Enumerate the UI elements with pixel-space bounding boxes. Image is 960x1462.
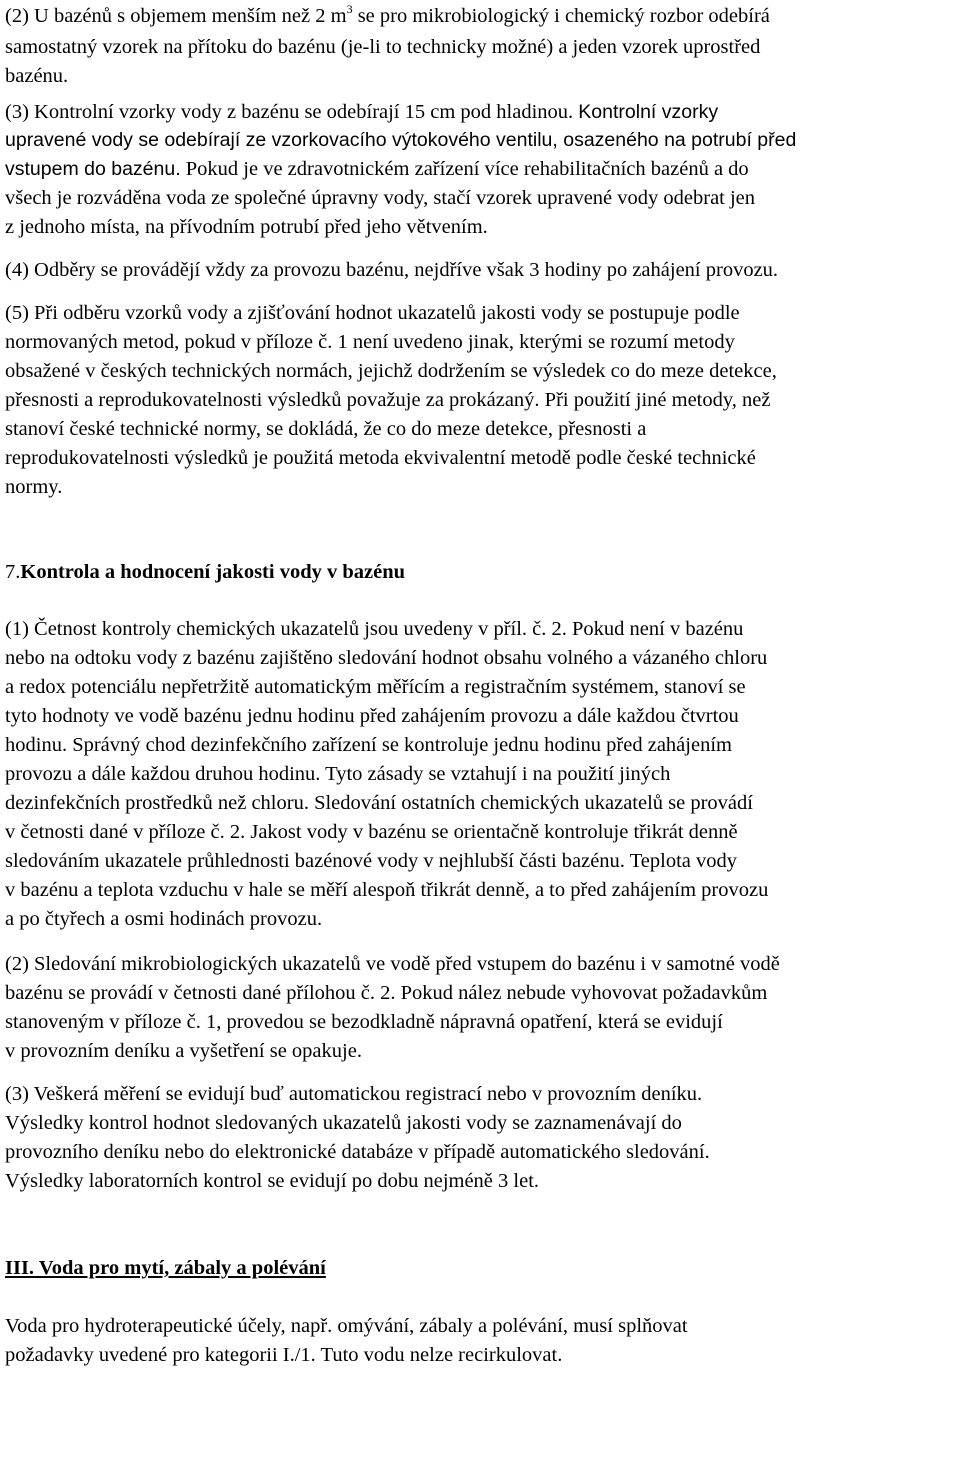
text-run: Kontrolní vzorky [578, 101, 719, 123]
text-line: bazénu se provádí v četnosti dané přílohou č. 2. Pokud nález nebude vyhovovat požadavkům [5, 982, 768, 1004]
text-line: požadavky uvedené pro kategorii I./1. Tuto vodu nelze recirkulovat. [5, 1344, 563, 1366]
superscript: 3 [346, 2, 353, 16]
text-line: Voda pro hydroterapeutické účely, např. omývání, zábaly a polévání, musí splňovat [5, 1315, 688, 1337]
text-line: tyto hodnoty ve vodě bazénu jednu hodinu před zahájením provozu a dále každou čtvrtou [5, 705, 739, 727]
text-line [5, 155, 749, 184]
text-line: (3) Veškerá měření se evidují buď automatickou registrací nebo v provozním deníku. [5, 1083, 703, 1105]
text-run: Pokud je ve zdravotnickém zařízení více rehabilitačních bazénů a do [180, 158, 749, 180]
text-line: stanoví české technické normy, se dokládá, že co do meze detekce, přesnosti a [5, 418, 647, 440]
text-line: a po čtyřech a osmi hodinách provozu. [5, 908, 323, 930]
text-run: (3) Kontrolní vzorky vody z bazénu se odebírají 15 cm pod hladinou. [5, 101, 579, 123]
text-run: (2) U bazénů s objemem menším než 2 m [5, 5, 347, 27]
text-line: normovaných metod, pokud v příloze č. 1 není uvedeno jinak, kterými se rozumí metody [5, 331, 735, 353]
text-line: z jednoho místa, na přívodním potrubí před jeho větvením. [5, 216, 488, 238]
heading-title: Kontrola a hodnocení jakosti vody v bazénu [20, 561, 406, 583]
text-line: (5) Při odběru vzorků vody a zjišťování hodnot ukazatelů jakosti vody se postupuje podle [5, 302, 740, 324]
text-line: přesnosti a reprodukovatelnosti výsledků považuje za prokázaný. Při použití jiné metody, než [5, 389, 771, 411]
text-line: všech je rozváděna voda ze společné úpravny vody, stačí vzorek upravené vody odebrat jen [5, 187, 756, 209]
text-line: v provozním deníku a vyšetření se opakuje. [5, 1040, 362, 1062]
text-run: vstupem do bazénu. [5, 158, 181, 180]
text-line: sledováním ukazatele průhlednosti bazénové vody v nejhlubší části bazénu. Teplota vody [5, 850, 737, 872]
text-line: hodinu. Správný chod dezinfekčního zařízení se kontroluje jednu hodinu před zahájením [5, 734, 732, 756]
text-line: bazénu. [5, 65, 69, 87]
text-line: (1) Četnost kontroly chemických ukazatelů jsou uvedeny v příl. č. 2. Pokud není v bazénu [5, 618, 744, 640]
text-line: nebo na odtoku vody z bazénu zajištěno sledování hodnot obsahu volného a vázaného chloru [5, 647, 768, 669]
text-line: samostatný vzorek na přítoku do bazénu (je-li to technicky možné) a jeden vzorek uprostřed [5, 36, 761, 58]
text-line: reprodukovatelnosti výsledků je použitá metoda ekvivalentní metodě podle české technické [5, 447, 756, 469]
text-line: v bazénu a teplota vzduchu v hale se měří alespoň třikrát denně, a to před zahájením provozu [5, 879, 769, 901]
text-line: (2) Sledování mikrobiologických ukazatelů ve vodě před vstupem do bazénu i v samotné vodě [5, 953, 780, 975]
text-line: Výsledky laboratorních kontrol se evidují po dobu nejméně 3 let. [5, 1170, 540, 1192]
text-line: a redox potenciálu nepřetržitě automatickým měřícím a registračním systémem, stanoví se [5, 676, 746, 698]
section-heading-7 [5, 558, 405, 587]
text-line [5, 2, 770, 31]
text-line [5, 98, 718, 127]
text-line: provozu a dále každou druhou hodinu. Tyto zásady se vztahují i na použití jiných [5, 763, 671, 785]
text-line: dezinfekčních prostředků než chloru. Sledování ostatních chemických ukazatelů se provádí [5, 792, 753, 814]
text-line: upravené vody se odebírají ze vzorkovacího výtokového ventilu, osazeného na potrubí před [5, 129, 797, 151]
text-line: stanoveným v příloze č. 1, provedou se bezodkladně nápravná opatření, která se evidují [5, 1011, 723, 1033]
text-line: normy. [5, 476, 63, 498]
text-line: (4) Odběry se provádějí vždy za provozu bazénu, nejdříve však 3 hodiny po zahájení provozu. [5, 259, 779, 281]
text-line: Výsledky kontrol hodnot sledovaných ukazatelů jakosti vody se zaznamenávají do [5, 1112, 682, 1134]
heading-number: 7. [5, 561, 21, 583]
text-line: obsažené v českých technických normách, jejichž dodržením se výsledek co do meze detekce, [5, 360, 777, 382]
text-line: v četnosti dané v příloze č. 2. Jakost vody v bazénu se orientačně kontroluje třikrát denně [5, 821, 738, 843]
text-line: provozního deníku nebo do elektronické databáze v případě automatického sledování. [5, 1141, 710, 1163]
text-run: se pro mikrobiologický i chemický rozbor odebírá [352, 5, 770, 27]
section-heading-iii: III. Voda pro mytí, zábaly a polévání [5, 1257, 326, 1279]
